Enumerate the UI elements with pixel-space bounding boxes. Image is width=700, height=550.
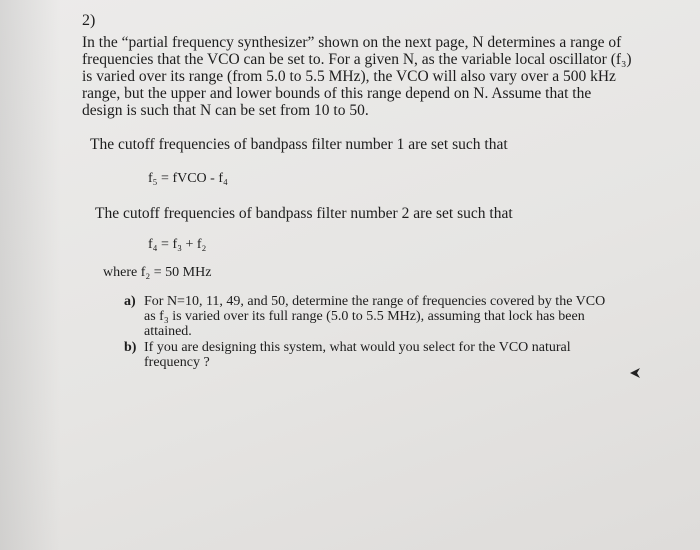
intro-line-2: frequencies that the VCO can be set to. For a given N, as the variable local oscillator (f₃) (82, 51, 632, 68)
where-f2: where f₂ = 50 MHz (103, 265, 212, 280)
mouse-pointer-icon (628, 366, 642, 380)
part-a-label: a) (124, 294, 136, 309)
part-a-line-3: attained. (144, 324, 192, 339)
intro-line-5: design is such that N can be set from 10 to 50. (82, 102, 369, 119)
bpf2-description: The cutoff frequencies of bandpass filter number 2 are set such that (95, 205, 513, 222)
part-b-label: b) (124, 340, 137, 355)
part-b-line-1: If you are designing this system, what would you select for the VCO natural (144, 340, 571, 355)
intro-line-4: range, but the upper and lower bounds of this range depend on N. Assume that the (82, 85, 592, 102)
question-number: 2) (82, 12, 96, 29)
part-a-line-1: For N=10, 11, 49, and 50, determine the range of frequencies covered by the VCO (144, 294, 606, 309)
intro-line-1: In the “partial frequency synthesizer” shown on the next page, N determines a range of (82, 34, 622, 51)
part-a-line-2: as f₃ is varied over its full range (5.0 to 5.5 MHz), assuming that lock has been (144, 309, 585, 324)
equation-f4: f₄ = f₃ + f₂ (148, 237, 207, 252)
page-shadow (0, 0, 60, 550)
bpf1-description: The cutoff frequencies of bandpass filter number 1 are set such that (90, 136, 508, 153)
intro-line-3: is varied over its range (from 5.0 to 5.5 MHz), the VCO will also vary over a 500 kHz (82, 68, 616, 85)
equation-f5: f₅ = fVCO - f₄ (148, 171, 228, 186)
part-b-line-2: frequency ? (144, 355, 210, 370)
